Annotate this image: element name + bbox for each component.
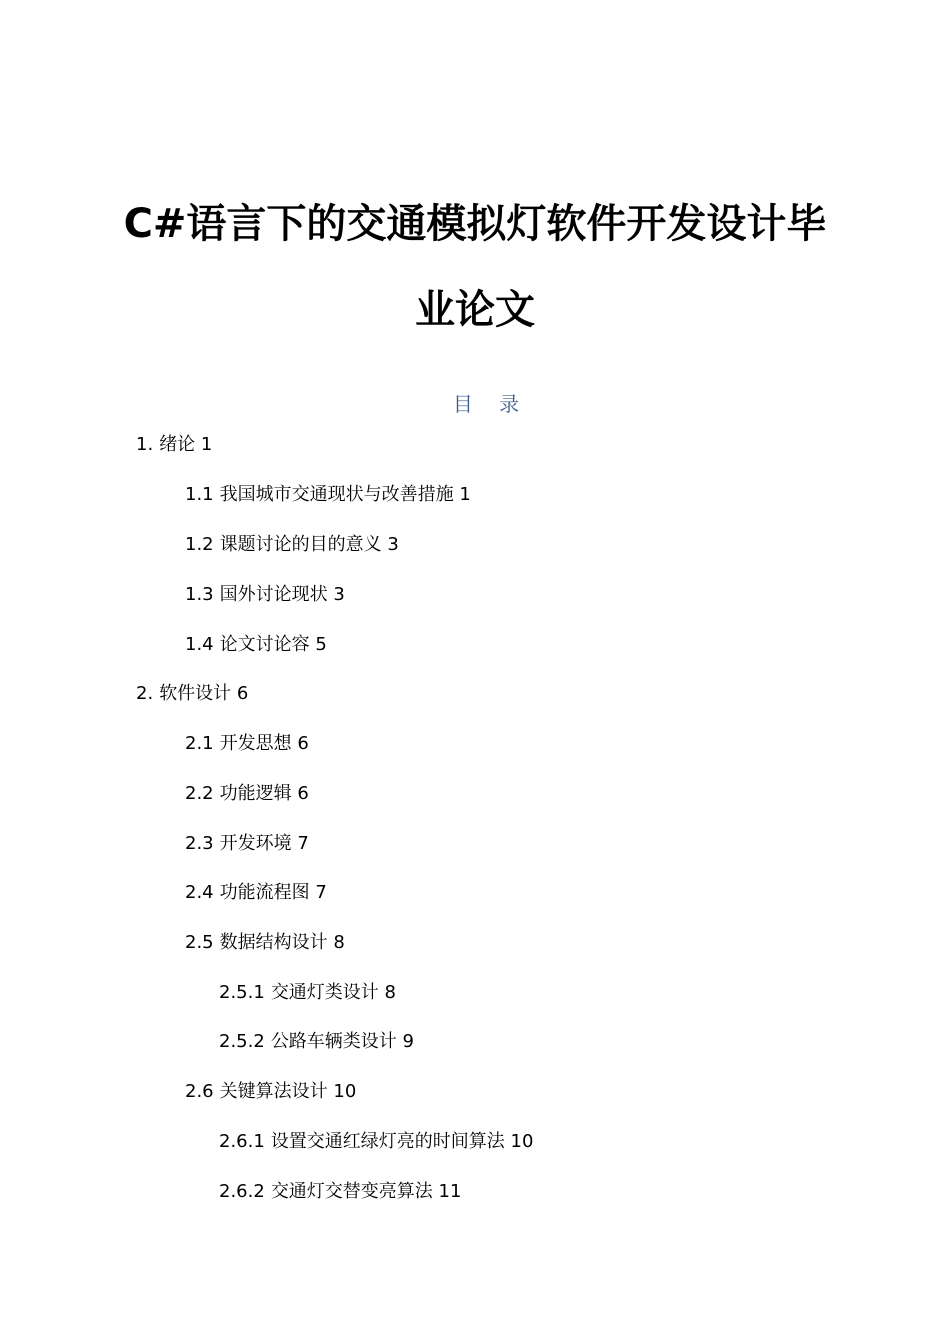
toc-entry-number: 2.6.2 [219, 1181, 265, 1202]
toc-heading: 目 录 [452, 392, 530, 416]
toc-entry-1-4[interactable] [185, 630, 327, 660]
document-title-line-1: C#语言下的交通模拟灯软件开发设计毕 [123, 201, 827, 247]
toc-entry-page: 3 [387, 534, 399, 555]
toc-entry-page: 3 [333, 584, 345, 605]
toc-entry-page: 11 [438, 1181, 462, 1202]
toc-entry-text: 软件设计 [159, 683, 232, 704]
toc-entry-number: 2.6 [185, 1081, 214, 1102]
toc-entry-number: 2.5 [185, 932, 214, 953]
toc-entry-2-5-1[interactable] [219, 978, 396, 1008]
toc-entry-text: 功能逻辑 [219, 783, 292, 804]
toc-entry-text: 论文讨论容 [219, 634, 310, 655]
toc-entry-number: 2.3 [185, 833, 214, 854]
toc-entry-1-1[interactable] [185, 480, 471, 510]
toc-entry-text: 绪论 [159, 434, 196, 455]
toc-entry-2-5-2[interactable] [219, 1027, 414, 1057]
toc-entry-page: 8 [384, 982, 396, 1003]
toc-entry-page: 9 [402, 1031, 414, 1052]
toc-entry-2-4[interactable] [185, 878, 327, 908]
toc-entry-number: 2.2 [185, 783, 214, 804]
toc-entry-number: 2.5.2 [219, 1031, 265, 1052]
toc-entry-2-6-1[interactable] [219, 1127, 533, 1157]
toc-entry-text: 公路车辆类设计 [270, 1031, 397, 1052]
toc-entry-text: 开发思想 [219, 733, 292, 754]
toc-entry-text: 交通灯类设计 [270, 982, 379, 1003]
toc-entry-1-3[interactable] [185, 580, 345, 610]
toc-entry-text: 国外讨论现状 [219, 584, 328, 605]
toc-entry-number: 1.4 [185, 634, 214, 655]
toc-entry-number: 1.2 [185, 534, 214, 555]
toc-entry-text: 数据结构设计 [219, 932, 328, 953]
toc-entry-number: 2.6.1 [219, 1131, 265, 1152]
toc-entry-1[interactable] [136, 430, 212, 460]
toc-entry-page: 1 [200, 434, 213, 455]
toc-entry-number: 1. [136, 434, 154, 455]
toc-entry-text: 功能流程图 [219, 882, 310, 903]
toc-entry-text: 开发环境 [219, 833, 292, 854]
toc-entry-page: 10 [333, 1081, 357, 1102]
toc-entry-page: 1 [459, 484, 471, 505]
toc-entry-page: 7 [297, 833, 309, 854]
toc-entry-number: 2. [136, 683, 154, 704]
toc-entry-2-5[interactable] [185, 928, 345, 958]
toc-entry-page: 6 [297, 733, 309, 754]
toc-entry-2-6-2[interactable] [219, 1177, 461, 1207]
toc-entry-2-6[interactable] [185, 1077, 356, 1107]
toc-entry-page: 6 [236, 683, 249, 704]
document-title-line-2: 业论文 [415, 287, 535, 333]
toc-entry-page: 8 [333, 932, 345, 953]
toc-entry-1-2[interactable] [185, 530, 399, 560]
toc-entry-number: 2.5.1 [219, 982, 265, 1003]
toc-entry-page: 6 [297, 783, 309, 804]
toc-entry-text: 交通灯交替变亮算法 [270, 1181, 433, 1202]
toc-entry-text: 课题讨论的目的意义 [219, 534, 382, 555]
toc-entry-number: 1.3 [185, 584, 214, 605]
toc-entry-text: 设置交通红绿灯亮的时间算法 [270, 1131, 505, 1152]
toc-entry-text: 我国城市交通现状与改善措施 [219, 484, 454, 505]
toc-entry-text: 关键算法设计 [219, 1081, 328, 1102]
toc-entry-page: 7 [315, 882, 327, 903]
toc-entry-page: 5 [315, 634, 327, 655]
toc-entry-2-2[interactable] [185, 779, 309, 809]
toc-entry-page: 10 [510, 1131, 534, 1152]
toc-entry-number: 2.1 [185, 733, 214, 754]
toc-entry-2[interactable] [136, 679, 248, 709]
toc-entry-2-1[interactable] [185, 729, 309, 759]
toc-entry-number: 1.1 [185, 484, 214, 505]
toc-entry-2-3[interactable] [185, 829, 309, 859]
toc-entry-number: 2.4 [185, 882, 214, 903]
